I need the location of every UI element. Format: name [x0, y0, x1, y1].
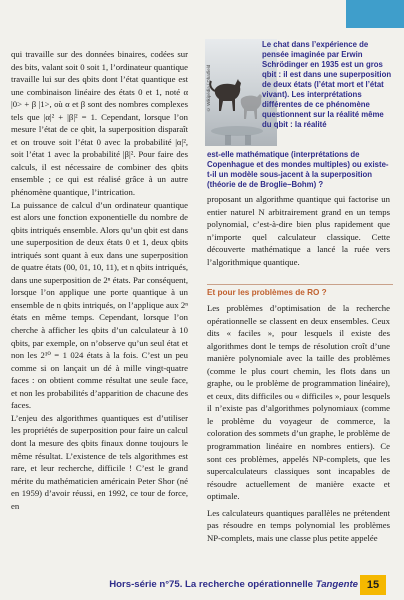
page-number: 15: [360, 575, 386, 595]
footer-issue: Hors-série n°75. La recherche opérationnelle: [109, 579, 314, 590]
page-footer: [0, 574, 404, 600]
right-paragraph-2: Les calculateurs quantiques parallèles ne prétendent pas résoudre en temps polynomial les problèmes NP-complets, mais une classe plus petite appelée: [207, 507, 390, 543]
footer-brand: Tangente: [315, 579, 358, 590]
right-column-body: [207, 302, 390, 544]
left-paragraph-3: L’enjeu des algorithmes quantiques est d’utiliser les propriétés de superposition pour faire un calcul dont la mesure des qbits finaux donne toujours le même résultat. L’existence de tels algorithmes est rare, et leur recherche, difficile ! C’est le grand mérite du mathématicien américain Peter Shor (né en 1959) d’avoir réussi, en 1992, ce tour de force, en: [11, 412, 188, 511]
corner-color-tab: [346, 0, 404, 28]
right-column-intro: [207, 193, 390, 268]
left-paragraph-2: La puissance de calcul d’un ordinateur quantique est alors une fonction exponentielle du nombre de qbits intriqués ensemble. Alors qu’un qbit est dans une superposition de deux états 0 et 1, deux qbits intriqués sont quant à eux dans une superposition de quatre états (00, 01, 10, 11), et n qbits intriqués, dans une superposition de 2ⁿ états. Par conséquent, lorsque l’on applique une porte quantique à un ensemble de n qbits intriqués, on l’applique aux 2ⁿ états en même temps. Cependant, lorsque l’on cherche à afficher les qbits d’un calculateur à 10 qbits, par exemple, on n’observe qu’un seul état et non les 2¹⁰ = 1 024 états à la fois. C’est un peu comme si on lançait un dé à mille vingt-quatre faces : on obtient comme résultat une seule face, et non les probabilités d’apparition de chacune des faces.: [11, 199, 188, 411]
photo-credit: © Wikipédia / Dhatfield: [206, 64, 211, 112]
photo-caption-top: Le chat dans l’expérience de pensée imaginée par Erwin Schrödinger en 1935 est un gros qbit : il est dans une superposition de deux états (l’état mort et l’état vivant). Les interprétations différentes de ce phénomène questionnent sur la réalité même du qbit : la réalité: [262, 40, 392, 130]
footer-issue-line: [109, 579, 358, 590]
section-heading: Et pour les problèmes de RO ?: [207, 284, 393, 297]
right-paragraph-1: Les problèmes d’optimisation de la recherche opérationnelle se classent en deux ensembles. Ceux dits « faciles », pour lesquels il existe des algorithmes dont le temps de résolution croît d’une manière polynomiale avec la taille des problèmes (comme le plus court chemin, les flots dans un graphe, ou le problème de programmation linéaire), et ceux, dits difficiles ou « difficiles », pour lesquels il n’existe pas d’algorithmes polynomiaux (comme le problème du voyageur de commerce, la coloration des sommets d’un graphe, le problème de programmation linéaire en nombres entiers). Ce sont ces problèmes, appelés NP-complets, que les supercalculateurs classiques sont incapables de résoudre actuellement de manière exacte et optimale.: [207, 303, 390, 502]
right-intro-paragraph: proposant un algorithme quantique qui factorise un entier naturel N arbitrairement grand en un temps polynomial, c’est-à-dire bien plus rapidement que n’importe quel calculateur classique. Cette découverte mathématique a lancé la ruée vers l’algorithmique quantique.: [207, 194, 390, 267]
photo-caption-bottom: est-elle mathématique (interprétations de Copenhague et des mondes multiples) ou existe-t-il un modèle sous-jacent à la superposition (théorie de de Broglie–Bohm) ?: [207, 150, 389, 190]
left-paragraph-1: qui travaille sur des données binaires, codées sur des bits, valant soit 0 soit 1, l’ordinateur quantique travaille lui sur des qbits dont l’état quantique est une combinaison linéaire des états 0 et 1, noté α |0> + β |1>, où α et β sont des nombres complexes tels que |α|² + |β|² = 1. Cependant, lorsque l’on mesure l’état de ce qbit, la superposition disparaît et on trouve soit l’état 0 avec la probabilité |α|², soit l’état 1 avec la probabilité |β|². Pour faire des calculs, il est nécessaire de combiner des qbits ensemble ; ce qui est réalisé grâce à un autre phénomène quantique, l’intrication.: [11, 49, 188, 198]
left-column: [11, 48, 188, 512]
